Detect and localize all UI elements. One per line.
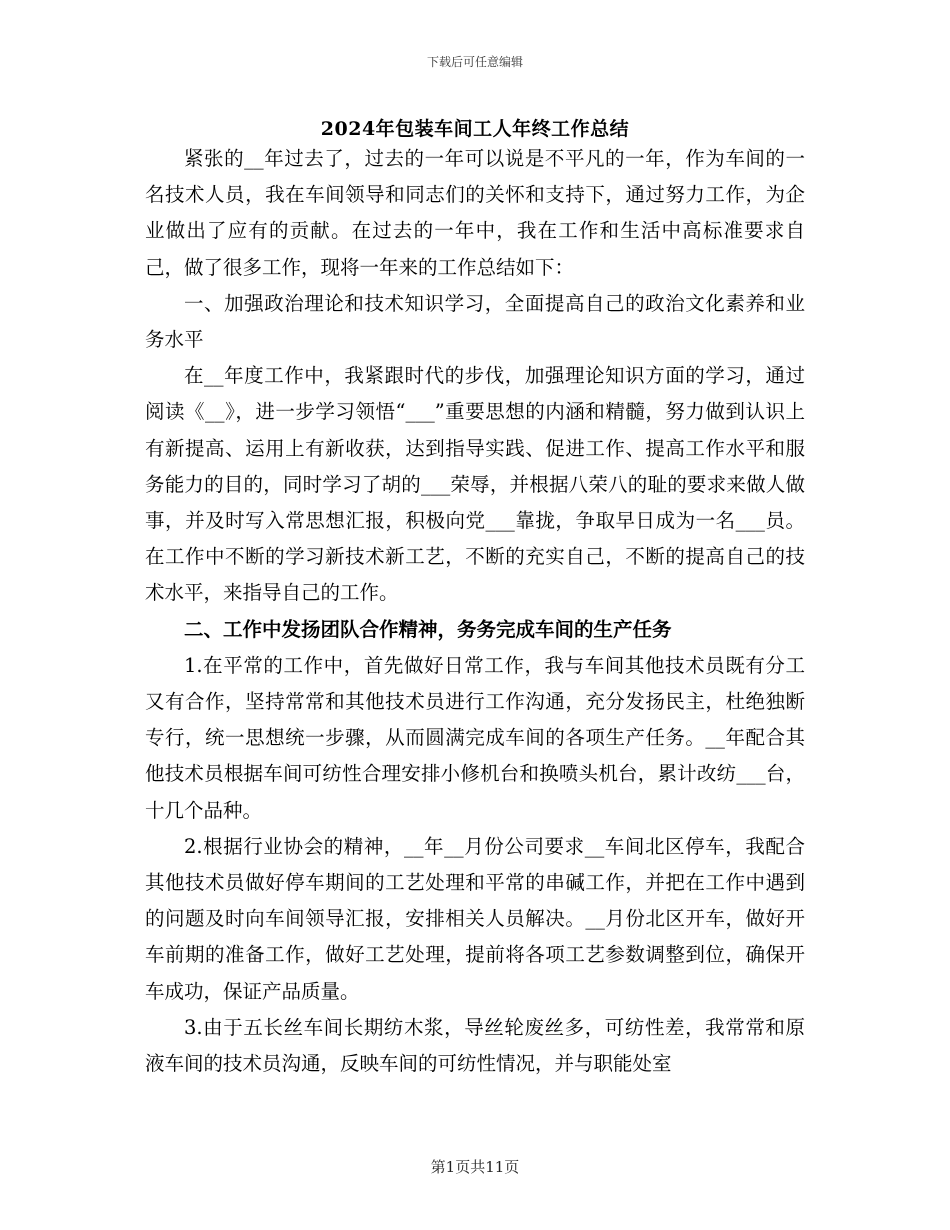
paragraph-item-3: 3.由于五长丝车间长期纺木浆，导丝轮废丝多，可纺性差，我常常和原液车间的技术员沟通，反映车间的可纺性情况，并与职能处室 xyxy=(145,1015,805,1076)
header-note: 下载后可任意编辑 xyxy=(426,55,523,69)
section-heading-2: 二、工作中发扬团队合作精神，务务完成车间的生产任务 xyxy=(184,617,672,641)
paragraph-intro: 紧张的__年过去了，过去的一年可以说是不平凡的一年，作为车间的一名技术人员，我在车间领导和同志们的关怀和支持下，通过努力工作，为企业做出了应有的贡献。在过去的一年中，我在工作和生活中高标准要求自己，做了很多工作，现将一年来的工作总结如下： xyxy=(145,147,805,279)
page-number: 第1页共11页 xyxy=(430,1158,520,1176)
page-title: 2024年包装车间工人年终工作总结 xyxy=(320,118,630,140)
paragraph-item-2: 2.根据行业协会的精神，__年__月份公司要求__车间北区停车，我配合其他技术员做好停车期间的工艺处理和平常的串碱工作，并把在工作中遇到的问题及时向车间领导汇报，安排相关人员解决。__月份北区开车，做好开车前期的准备工作，做好工艺处理，提前将各项工艺参数调整到位，确保开车成功，保证产品质量。 xyxy=(145,834,805,1003)
section-heading-1: 一、加强政治理论和技术知识学习，全面提高自己的政治文化素养和业务水平 xyxy=(145,291,805,352)
paragraph-item-1: 1.在平常的工作中，首先做好日常工作，我与车间其他技术员既有分工又有合作，坚持常常和其他技术员进行工作沟通，充分发扬民主，杜绝独断专行，统一思想统一步骤，从而圆满完成车间的各项生产任务。__年配合其他技术员根据车间可纺性合理安排小修机台和换喷头机台，累计改纺___台，十几个品种。 xyxy=(145,653,805,822)
paragraph-section-1: 在__年度工作中，我紧跟时代的步伐，加强理论知识方面的学习，通过阅读《__》，进一步学习领悟“___”重要思想的内涵和精髓，努力做到认识上有新提高、运用上有新收获，达到指导实践、促进工作、提高工作水平和服务能力的目的，同时学习了胡的___荣辱，并根据八荣八的耻的要求来做人做事，并及时写入常思想汇报，积极向党___靠拢，争取早日成为一名___员。在工作中不断的学习新技术新工艺，不断的充实自己，不断的提高自己的技术水平，来指导自己的工作。 xyxy=(145,364,805,605)
document-body xyxy=(145,141,805,1082)
